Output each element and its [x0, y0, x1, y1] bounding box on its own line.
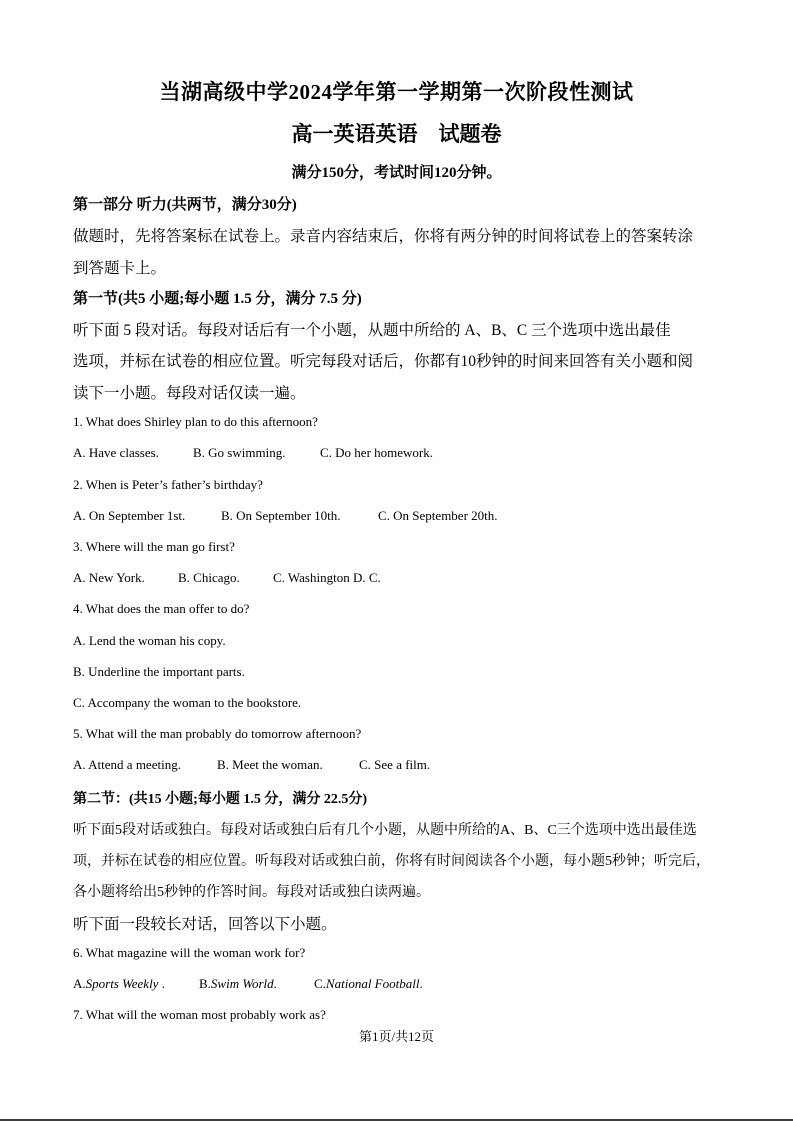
page-number: 第1页/共12页	[358, 1029, 435, 1044]
option-5b: B. Meet the woman.	[217, 757, 323, 772]
section1-heading: 第一节(共5 小题;每小题 1.5 分，满分 7.5 分)	[73, 291, 362, 307]
part1-heading: 第一部分 听力(共两节，满分30分)	[73, 197, 297, 213]
option-5a: A. Attend a meeting.	[73, 757, 181, 772]
question-2-options	[73, 508, 498, 524]
option-3b: B. Chicago.	[178, 570, 240, 585]
option-2b: B. On September 10th.	[221, 508, 341, 523]
option-2a: A. On September 1st.	[73, 508, 186, 523]
question-4: 4. What does the man offer to do?	[73, 601, 250, 616]
question-1-options	[73, 445, 433, 461]
question-1: 1. What does Shirley plan to do this afternoon?	[73, 414, 318, 429]
exam-info: 满分150分，考试时间120分钟。	[291, 165, 502, 181]
section2-instruction-line2: 项，并标在试卷的相应位置。听每段对话或独白前，你将有时间阅读各个小题，每小题5秒钟；听完后，	[73, 854, 710, 869]
option-4a: A. Lend the woman his copy.	[73, 633, 226, 648]
option-5c: C. See a film.	[359, 757, 431, 772]
question-5-options	[73, 757, 430, 773]
option-6c: C.National Football.	[314, 976, 423, 991]
section2-heading: 第二节：(共15 小题;每小题 1.5 分，满分 22.5分)	[73, 792, 367, 807]
section2-instruction-line1: 听下面5段对话或独白。每段对话或独白后有几个小题，从题中所给的A、B、C三个选项中选出最佳选	[73, 823, 697, 838]
option-1a: A. Have classes.	[73, 445, 159, 460]
question-3: 3. Where will the man go first?	[73, 539, 235, 554]
section1-instruction-line3: 读下一小题。每段对话仅读一遍。	[73, 385, 306, 402]
option-2c: C. On September 20th.	[378, 508, 498, 523]
option-6b: B.Swim World.	[199, 976, 277, 991]
option-4c: C. Accompany the woman to the bookstore.	[73, 695, 302, 710]
question-5: 5. What will the man probably do tomorrow afternoon?	[73, 726, 362, 741]
option-4b: B. Underline the important parts.	[73, 664, 245, 679]
part1-instruction-line2: 到答题卡上。	[73, 260, 167, 277]
question-2: 2. When is Peter’s father’s birthday?	[73, 477, 263, 492]
option-1b: B. Go swimming.	[193, 445, 286, 460]
option-6a: A.Sports Weekly .	[73, 976, 165, 991]
exam-title: 当湖高级中学2024学年第一学期第一次阶段性测试	[159, 80, 634, 104]
section1-instruction-line1: 听下面 5 段对话。每段对话后有一个小题，从题中所给的 A、B、C 三个选项中选出最佳	[73, 322, 671, 339]
section2-group-heading: 听下面一段较长对话，回答以下小题。	[73, 916, 337, 933]
bottom-rule	[0, 1119, 793, 1121]
question-6-options	[73, 976, 423, 992]
option-3c: C. Washington D. C.	[273, 570, 381, 585]
question-6: 6. What magazine will the woman work for?	[73, 945, 306, 960]
option-1c: C. Do her homework.	[320, 445, 434, 460]
section1-instruction-line2: 选项，并标在试卷的相应位置。听完每段对话后，你都有10秒钟的时间来回答有关小题和阅	[73, 353, 694, 370]
part1-instruction-line1: 做题时，先将答案标在试卷上。录音内容结束后，你将有两分钟的时间将试卷上的答案转涂	[73, 228, 694, 245]
question-3-options	[73, 570, 381, 586]
question-7: 7. What will the woman most probably work as?	[73, 1007, 326, 1022]
option-3a: A. New York.	[73, 570, 145, 585]
section2-instruction-line3: 各小题将给出5秒钟的作答时间。每段对话或独白读两遍。	[73, 885, 430, 900]
exam-subtitle: 高一英语英语 试题卷	[291, 122, 502, 146]
